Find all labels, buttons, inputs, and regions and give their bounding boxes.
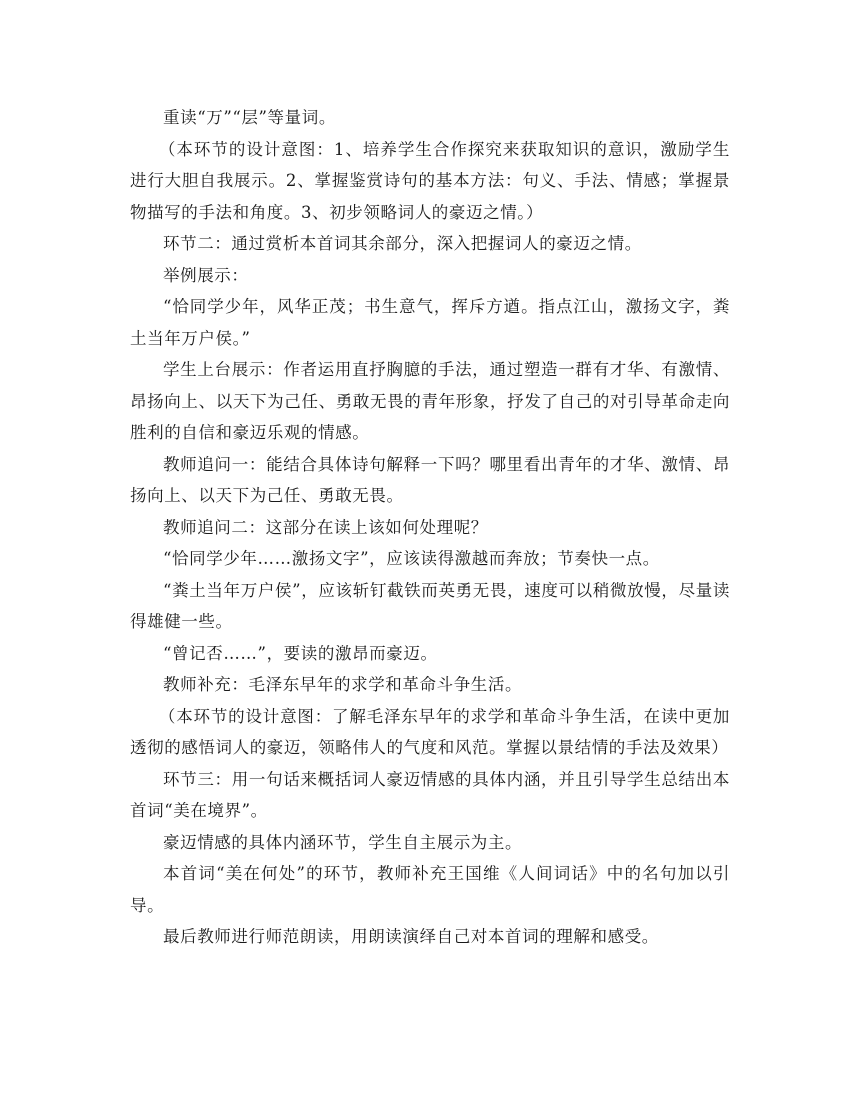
paragraph-teacher-question-1: 教师追问一：能结合具体诗句解释一下吗？哪里看出青年的才华、激情、昂扬向上、以天下为己任、勇敢无畏。 xyxy=(130,454,730,505)
paragraph-emotion-content: 豪迈情感的具体内涵环节，学生自主展示为主。 xyxy=(163,832,523,852)
document-body xyxy=(130,102,730,953)
paragraph-teacher-demo-reading: 最后教师进行师范朗读，用朗读演绎自己对本首词的理解和感受。 xyxy=(163,927,659,946)
paragraph-stage-two: 环节二：通过赏析本首词其余部分，深入把握词人的豪迈之情。 xyxy=(163,234,642,253)
paragraph-stage-three: 环节三：用一句话来概括词人豪迈情感的具体内涵，并且引导学生总结出本首词“美在境界”。 xyxy=(130,769,730,820)
paragraph-poem-quote: “恰同学少年，风华正茂；书生意气，挥斥方遒。指点江山，激扬文字，粪土当年万户侯。” xyxy=(130,297,730,348)
paragraph-beauty-where: 本首词“美在何处”的环节，教师补充王国维《人间词话》中的名句加以引导。 xyxy=(130,864,730,915)
paragraph-teacher-supplement: 教师补充：毛泽东早年的求学和革命斗争生活。 xyxy=(163,675,523,694)
paragraph-design-intent-1: （本环节的设计意图：1、培养学生合作探究来获取知识的意识，激励学生进行大胆自我展示。2、掌握鉴赏诗句的基本方法：句义、手法、情感；掌握景物描写的手法和角度。3、初步领略词人的豪迈之情。） xyxy=(130,139,730,222)
paragraph-reading-guide-3: “曾记否……”，要读的激昂而豪迈。 xyxy=(163,643,438,663)
paragraph-teacher-question-2: 教师追问二：这部分在读上该如何处理呢？ xyxy=(163,517,488,537)
paragraph-reading-guide-1: “恰同学少年……激扬文字”，应该读得激越而奔放；节奏快一点。 xyxy=(163,549,660,568)
paragraph-design-intent-2: （本环节的设计意图：了解毛泽东早年的求学和革命斗争生活，在读中更加透彻的感悟词人的豪迈，领略伟人的气度和风范。掌握以景结情的手法及效果） xyxy=(130,706,730,757)
paragraph-reading-guide-2: “粪土当年万户侯”，应该斩钉截铁而英勇无畏，速度可以稍微放慢，尽量读得雄健一些。 xyxy=(130,580,730,631)
paragraph-example-display: 举例展示： xyxy=(163,265,249,285)
paragraph-student-display: 学生上台展示：作者运用直抒胸臆的手法，通过塑造一群有才华、有激情、昂扬向上、以天下为己任、勇敢无畏的青年形象，抒发了自己的对引导革命走向胜利的自信和豪迈乐观的情感。 xyxy=(130,360,730,442)
paragraph-reread-measure-words: 重读“万”“层”等量词。 xyxy=(163,108,336,127)
